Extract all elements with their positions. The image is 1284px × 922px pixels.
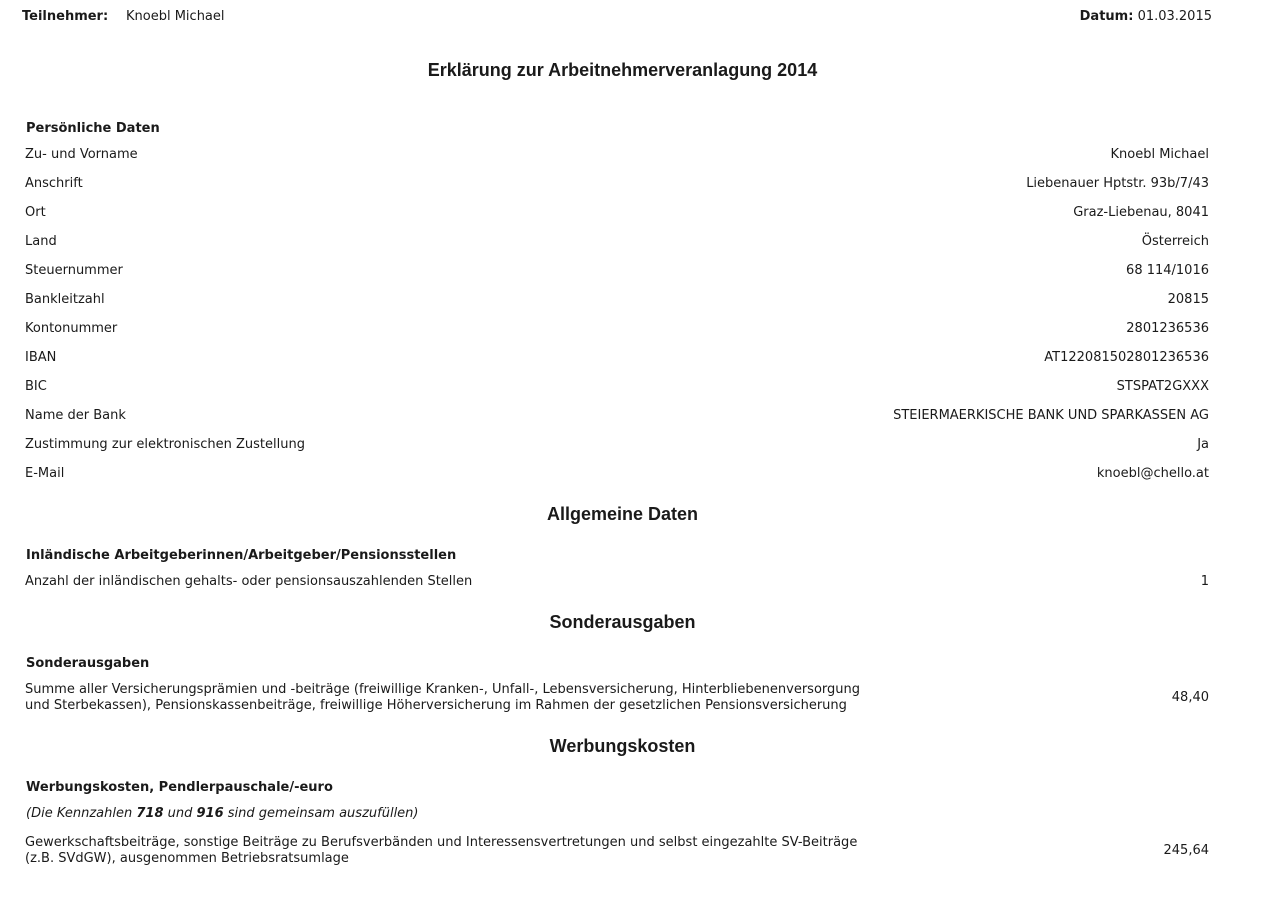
- row-label-line: Gewerkschaftsbeiträge, sonstige Beiträge zu Berufsverbänden und Interessensvertretungen und selbst eingezahlte SV-Beiträge: [25, 835, 858, 850]
- date-value: 01.03.2015: [1137, 9, 1212, 24]
- participant-name: Knoebl Michael: [126, 9, 225, 24]
- row-label: Ort: [25, 205, 46, 220]
- row-value: STEIERMAERKISCHE BANK UND SPARKASSEN AG: [893, 408, 1209, 423]
- row-label: IBAN: [25, 350, 57, 365]
- work-expenses-section-title: Werbungskosten: [549, 736, 696, 756]
- participant-label: Teilnehmer:: [22, 9, 109, 24]
- document-title: Erklärung zur Arbeitnehmerveranlagung 2014: [427, 60, 818, 80]
- fill-together-note: [26, 806, 419, 821]
- row-label: BIC: [25, 379, 47, 394]
- row-value: Graz-Liebenau, 8041: [1073, 205, 1209, 220]
- row-value: 68 114/1016: [1126, 263, 1209, 278]
- special-expenses-heading: Sonderausgaben: [26, 656, 150, 671]
- row-label: Zu- und Vorname: [25, 147, 138, 162]
- row-value: Knoebl Michael: [1110, 147, 1209, 162]
- row-value: 48,40: [1171, 690, 1209, 705]
- row-label: Anzahl der inländischen gehalts- oder pensionsauszahlenden Stellen: [25, 574, 473, 589]
- personal-data-heading: Persönliche Daten: [26, 121, 160, 136]
- union-contributions-row: [25, 835, 1209, 867]
- code-718: 718: [136, 806, 164, 821]
- insurance-premiums-row: [25, 682, 1209, 714]
- general-section-title: Allgemeine Daten: [546, 504, 699, 524]
- row-label: Kontonummer: [25, 321, 118, 336]
- row-value: Österreich: [1141, 234, 1209, 249]
- row-label: Zustimmung zur elektronischen Zustellung: [25, 437, 305, 452]
- row-value: STSPAT2GXXX: [1116, 379, 1209, 394]
- row-value: 2801236536: [1126, 321, 1209, 336]
- row-label-line: (z.B. SVdGW), ausgenommen Betriebsratsumlage: [25, 851, 349, 866]
- row-value: 20815: [1167, 292, 1209, 307]
- row-label: Name der Bank: [25, 408, 126, 423]
- note-text: sind gemeinsam auszufüllen): [223, 806, 419, 821]
- row-label: [25, 682, 905, 714]
- row-label: Land: [25, 234, 57, 249]
- note-text: und: [163, 806, 197, 821]
- row-label-line: Summe aller Versicherungsprämien und -beiträge (freiwillige Kranken-, Unfall-, Lebensversicherung, Hinterbliebenenversorgung: [25, 682, 861, 697]
- date-info: [1080, 9, 1212, 24]
- date-label: Datum:: [1079, 9, 1134, 24]
- row-label: [25, 835, 905, 867]
- row-label: E-Mail: [25, 466, 65, 481]
- special-expenses-section-title: Sonderausgaben: [549, 612, 696, 632]
- row-label: Steuernummer: [25, 263, 123, 278]
- row-value: Ja: [1197, 437, 1209, 452]
- row-value: Liebenauer Hptstr. 93b/7/43: [1026, 176, 1209, 191]
- row-label-line: und Sterbekassen), Pensionskassenbeiträge, freiwillige Höherversicherung im Rahmen der gesetzlichen Pensionsversicherung: [25, 698, 847, 713]
- row-label: Bankleitzahl: [25, 292, 105, 307]
- employers-heading: Inländische Arbeitgeberinnen/Arbeitgeber/Pensionsstellen: [26, 548, 457, 563]
- row-label: Anschrift: [25, 176, 83, 191]
- row-value: knoebl@chello.at: [1096, 466, 1209, 481]
- row-value: 245,64: [1163, 843, 1209, 858]
- work-expenses-heading: Werbungskosten, Pendlerpauschale/-euro: [26, 780, 333, 795]
- row-value: AT122081502801236536: [1044, 350, 1209, 365]
- note-text: (Die Kennzahlen: [26, 806, 137, 821]
- code-916: 916: [196, 806, 224, 821]
- row-value: 1: [1200, 574, 1209, 589]
- page-header: [0, 9, 1284, 27]
